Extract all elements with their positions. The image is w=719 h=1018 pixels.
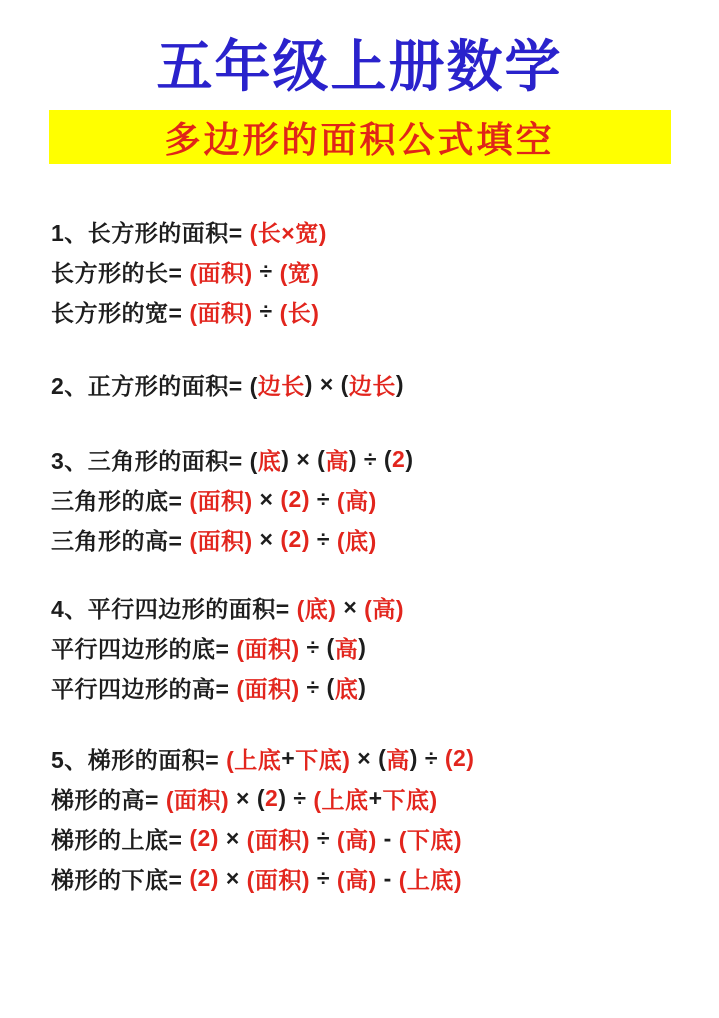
- formula-list: [0, 211, 719, 898]
- formula-line: [51, 364, 699, 404]
- page-title: 五年级上册数学: [156, 37, 563, 99]
- formula-text-segment: +: [368, 784, 383, 811]
- formula-text-segment: ÷: [310, 864, 337, 891]
- formula-line: [51, 211, 699, 251]
- formula-text-segment: ×: [218, 824, 247, 851]
- formula-answer-segment: (面积): [189, 299, 253, 326]
- formula-text-segment: ) × (: [304, 370, 349, 397]
- formula-answer-segment: (面积): [236, 635, 300, 662]
- formula-section-trapezoid: [51, 738, 699, 898]
- formula-answer-segment: (面积): [246, 866, 310, 893]
- formula-answer-segment: (面积): [189, 259, 253, 286]
- formula-text-segment: × (: [229, 784, 266, 811]
- formula-text-segment: ÷: [310, 525, 337, 552]
- formula-line: [51, 858, 699, 898]
- formula-text-segment: 三角形的高=: [51, 527, 190, 554]
- formula-answer-segment: 2: [392, 445, 406, 472]
- formula-text-segment: 梯形的下底=: [51, 866, 190, 893]
- formula-answer-segment: 下底): [382, 786, 438, 813]
- formula-text-segment: ×: [218, 864, 247, 891]
- formula-answer-segment: (高): [336, 826, 377, 853]
- formula-answer-segment: 下底): [295, 746, 351, 773]
- formula-answer-segment: (2): [189, 824, 219, 851]
- formula-section-triangle: [51, 439, 699, 559]
- formula-section-square: [51, 364, 699, 404]
- subtitle-banner-text: 多边形的面积公式填空: [164, 119, 555, 160]
- formula-text-segment: ÷: [252, 297, 280, 324]
- formula-text-segment: 平行四边形的高=: [51, 675, 237, 702]
- formula-text-segment: ) × (: [281, 445, 326, 472]
- formula-text-segment: ) ÷ (: [348, 445, 393, 472]
- formula-line: [51, 627, 699, 667]
- formula-answer-segment: 2: [265, 784, 279, 811]
- formula-answer-segment: (底): [336, 527, 377, 554]
- formula-text-segment: ÷ (: [299, 673, 335, 700]
- formula-answer-segment: (底): [296, 595, 337, 622]
- formula-text-segment: 平行四边形的底=: [51, 635, 237, 662]
- formula-text-segment: ×: [336, 593, 365, 620]
- formula-line: [51, 667, 699, 707]
- formula-answer-segment: 高: [386, 746, 410, 773]
- formula-line: [51, 251, 699, 291]
- formula-text-segment: ÷ (: [299, 633, 335, 660]
- formula-line: [51, 291, 699, 331]
- formula-text-segment: ): [358, 673, 367, 700]
- formula-line: [51, 587, 699, 627]
- formula-text-segment: 梯形的高=: [51, 786, 166, 813]
- formula-answer-segment: (面积): [246, 826, 310, 853]
- formula-text-segment: 1、长方形的面积=: [51, 219, 250, 246]
- formula-line: [51, 778, 699, 818]
- formula-text-segment: ÷: [252, 257, 280, 284]
- formula-text-segment: 2、正方形的面积= (: [51, 372, 258, 399]
- formula-text-segment: +: [281, 744, 296, 771]
- formula-line: [51, 738, 699, 778]
- formula-answer-segment: (长×宽): [249, 219, 327, 246]
- formula-text-segment: ) ÷: [278, 784, 314, 811]
- formula-line: [51, 479, 699, 519]
- formula-section-rectangle: [51, 211, 699, 331]
- formula-text-segment: ×: [252, 485, 281, 512]
- formula-text-segment: 4、平行四边形的面积=: [51, 595, 297, 622]
- formula-text-segment: 3、三角形的面积= (: [51, 447, 258, 474]
- formula-text-segment: ÷: [310, 485, 337, 512]
- formula-answer-segment: (高): [336, 487, 377, 514]
- formula-answer-segment: 边长: [348, 372, 396, 399]
- formula-answer-segment: (高): [336, 866, 377, 893]
- formula-answer-segment: (高): [364, 595, 404, 622]
- formula-answer-segment: 高: [325, 447, 349, 474]
- formula-line: [51, 519, 699, 559]
- formula-text-segment: 5、梯形的面积=: [51, 746, 227, 773]
- formula-answer-segment: (上底): [398, 866, 463, 893]
- formula-answer-segment: (面积): [189, 527, 253, 554]
- formula-answer-segment: 底: [257, 447, 282, 474]
- formula-answer-segment: (面积): [165, 786, 230, 813]
- formula-text-segment: ÷: [310, 824, 337, 851]
- formula-answer-segment: (2): [280, 525, 310, 552]
- formula-text-segment: ×: [252, 525, 281, 552]
- formula-answer-segment: (宽): [279, 259, 320, 286]
- formula-text-segment: 长方形的长=: [51, 259, 190, 286]
- formula-answer-segment: (面积): [236, 675, 300, 702]
- formula-answer-segment: (上底: [313, 786, 369, 813]
- formula-answer-segment: (2): [444, 744, 475, 771]
- formula-text-segment: 三角形的底=: [51, 487, 190, 514]
- formula-text-segment: 梯形的上底=: [51, 826, 190, 853]
- formula-text-segment: × (: [350, 744, 387, 771]
- formula-answer-segment: 底: [334, 675, 359, 702]
- formula-answer-segment: (长): [279, 299, 320, 326]
- formula-answer-segment: (2): [189, 864, 219, 891]
- formula-answer-segment: (上底: [226, 746, 282, 773]
- subtitle-banner: [49, 110, 671, 164]
- formula-line: [51, 818, 699, 858]
- formula-section-parallelogram: [51, 587, 699, 707]
- formula-text-segment: ): [358, 633, 367, 660]
- formula-answer-segment: 高: [334, 635, 359, 662]
- formula-answer-segment: (下底): [398, 826, 463, 853]
- formula-line: [51, 439, 699, 479]
- formula-answer-segment: (面积): [189, 487, 253, 514]
- formula-answer-segment: 边长: [257, 372, 305, 399]
- formula-text-segment: -: [376, 824, 399, 851]
- formula-answer-segment: (2): [280, 485, 310, 512]
- formula-text-segment: -: [376, 864, 399, 891]
- formula-text-segment: 长方形的宽=: [51, 299, 190, 326]
- formula-text-segment: ) ÷: [409, 744, 445, 771]
- formula-text-segment: ): [405, 445, 414, 472]
- formula-text-segment: ): [395, 370, 404, 397]
